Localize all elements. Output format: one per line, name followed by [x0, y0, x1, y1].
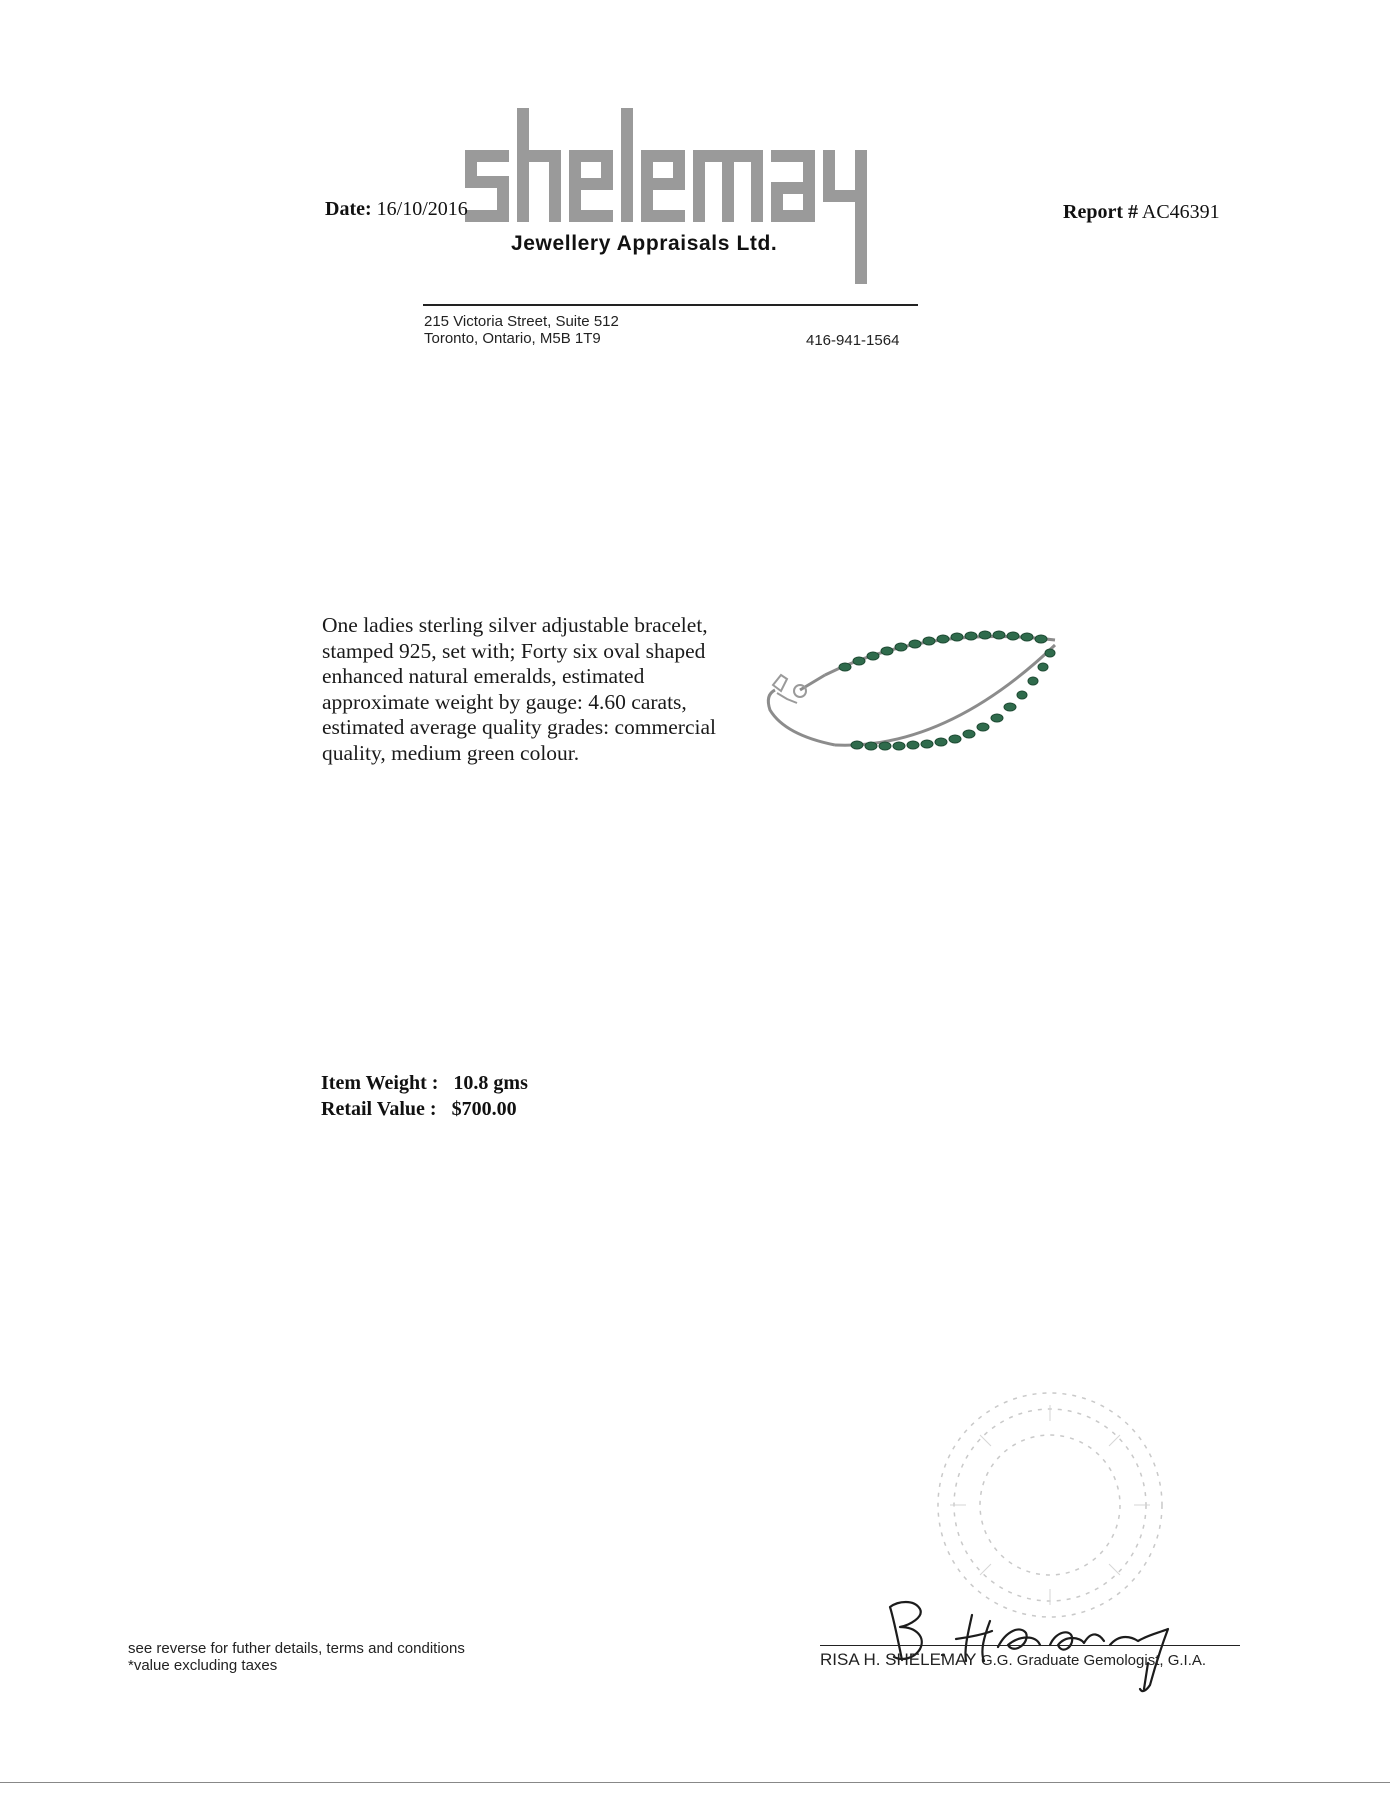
company-phone: 416-941-1564: [806, 332, 900, 349]
date-value: 16/10/2016: [376, 198, 468, 220]
report-date: [325, 198, 468, 221]
company-address: [424, 313, 619, 347]
bracelet-image: [745, 625, 1075, 775]
report-number: [1063, 201, 1220, 224]
weight-value: 10.8 gms: [453, 1072, 528, 1094]
retail-value-amount: $700.00: [451, 1098, 517, 1120]
item-description: One ladies sterling silver adjustable bracelet, stamped 925, set with; Forty six oval shaped enhanced natural emeralds, estimated approximate weight by gauge: 4.60 carats, estimated average quality grades: commercial quality, medium green colour.: [322, 613, 716, 765]
signer-title: G.G. Graduate Gemologist, G.I.A.: [980, 1652, 1207, 1669]
header-divider: [423, 304, 918, 306]
address-line-2: Toronto, Ontario, M5B 1T9: [424, 330, 601, 347]
company-logo: [465, 108, 875, 284]
signer-name: RISA H. SHELEMAY: [820, 1650, 977, 1669]
footnote-line-1: see reverse for futher details, terms and conditions: [128, 1640, 465, 1657]
page-bottom-edge: [0, 1782, 1390, 1783]
retail-label: Retail Value :: [321, 1098, 437, 1120]
report-value: AC46391: [1141, 201, 1220, 223]
signer-block: [820, 1650, 1206, 1670]
report-label: Report #: [1063, 201, 1138, 223]
address-line-1: 215 Victoria Street, Suite 512: [424, 313, 619, 330]
company-tagline: Jewellery Appraisals Ltd.: [511, 232, 778, 255]
footnote-line-2: *value excluding taxes: [128, 1657, 278, 1674]
signature-line: [820, 1645, 1240, 1646]
handwritten-signature: [880, 1585, 1210, 1695]
retail-value: [321, 1098, 517, 1121]
date-label: Date:: [325, 198, 372, 220]
footnote: [128, 1640, 465, 1674]
weight-label: Item Weight :: [321, 1072, 439, 1094]
item-weight: [321, 1072, 528, 1095]
